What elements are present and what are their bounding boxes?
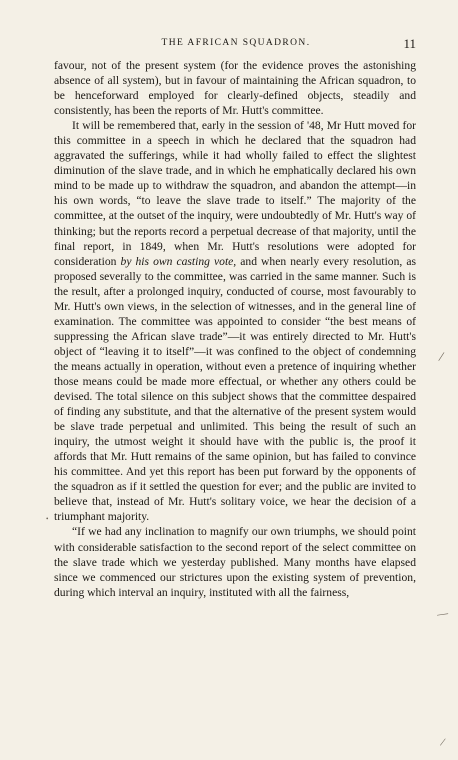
paragraph-continued: favour, not of the present system (for the evidence proves the astonishing absence of all system), but in favour of maintaining the African squadron, to be henceforward employed for clearly-defined objects, steadily and consistently, has been the reports of Mr. Hutt's committee. — [54, 59, 416, 118]
margin-pencil-mark: / — [437, 349, 445, 366]
margin-pencil-mark: — — [436, 607, 449, 621]
paragraph-quotation: “If we had any inclination to magnify our own triumphs, we should point with considerable satisfaction to the second report of the select committee on the slave trade which we yesterday published. Many months have elapsed since we commenced our strictures upon the existing system of prevention, during which interval an inquiry, instituted with all the fairness, — [54, 525, 416, 599]
body-text — [54, 58, 416, 600]
paragraph-committee — [54, 118, 416, 524]
page-number: 11 — [403, 36, 416, 51]
margin-pencil-mark: / — [439, 734, 447, 750]
paragraph-committee-part-1: It will be remembered that, early in the session of '48, Mr Hutt moved for this committee in a speech in which he declared that the squadron had aggravated the sufferings, while it had wholly failed to effect the slightest diminution of the slave trade, and in which he emphatically declared his own mind to be made up to withdraw the squadron, and abandon the attempt—in his own words, “to leave the slave trade to itself.” The majority of the committee, at the outset of the inquiry, were undoubtedly of Mr. Hutt's way of thinking; but the reports record a perpetual decrease of that majority, until the final report, in 1849, when Mr. Hutt's resolutions were adopted for consideration — [54, 119, 416, 268]
page-header — [56, 36, 416, 52]
running-title: THE AFRICAN SQUADRON. — [161, 38, 311, 48]
paragraph-committee-part-2: and when nearly every resolution, as proposed severally to the committee, was carried in the same manner. Such is the result, after a prolonged inquiry, conducted of course, most favourably to Mr. Hutt's own views, in the selection of witnesses, and in the general line of examination. The committee was appointed to consider “the best means of suppressing the African slave trade”—it was entirely directed to Mr. Hutt's object of “leaving it to itself”—it was confined to the object of condemning the means actually in operation, without even a pretence of inquiring whether those means could be made more effectual, or whether any others could be devised. The total silence on this subject shows that the committee despaired of finding any substitute, and that the alternative of the present system would be slave trade perpetual and unlimited. This being the result of such an inquiry, the utmost weight it should have with the public is, the proof it affords that Mr. Hutt remains of the same opinion, but has failed to convince his committee. And yet this report has been put forward by the opponents of the squadron as if it settled the question for ever; and the public are invited to believe that, instead of Mr. Hutt's solitary voice, we hear the decision of a triumphant majority. — [54, 254, 417, 524]
casting-vote-emphasis: by his own casting vote, — [120, 254, 237, 268]
margin-dot-mark: • — [46, 515, 49, 523]
